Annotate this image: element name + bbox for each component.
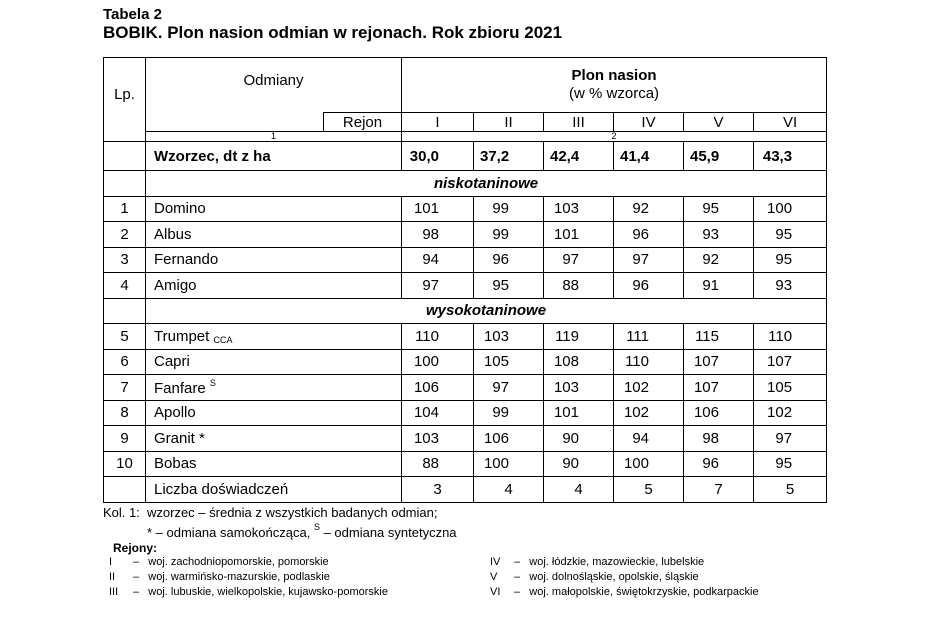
row-value: 110: [402, 324, 474, 350]
row-name-text: Fanfare: [154, 379, 206, 397]
row-name: [146, 375, 402, 401]
footnote-line2-a: * – odmiana samokończąca,: [147, 525, 314, 540]
row-value: 98: [684, 426, 754, 452]
row-value: 96: [614, 222, 684, 248]
wzorzec-value: 45,9: [684, 142, 754, 171]
row-value: 105: [754, 375, 827, 401]
footnote-line2-sup: S: [313, 522, 320, 532]
row-lp: 1: [104, 196, 146, 222]
row-value: 105: [474, 349, 544, 375]
row-value: 102: [614, 375, 684, 401]
row-name-suffix: CCA: [213, 334, 233, 345]
row-value: 106: [474, 426, 544, 452]
row-lp: 3: [104, 247, 146, 273]
row-value: 90: [544, 451, 614, 477]
row-value: 107: [684, 349, 754, 375]
wzorzec-value: 37,2: [474, 142, 544, 171]
rejon-sep: –: [514, 571, 521, 583]
row-value: 94: [614, 426, 684, 452]
rejon-item: [109, 571, 330, 583]
rejon-sep: –: [133, 571, 140, 583]
row-value: 100: [474, 451, 544, 477]
rejon-item: [490, 556, 704, 568]
rejon-code: VI: [490, 586, 501, 598]
rejon-item: [490, 586, 759, 598]
row-value: 95: [474, 273, 544, 299]
table-row: [104, 400, 827, 426]
row-value: 96: [614, 273, 684, 299]
row-value: 93: [684, 222, 754, 248]
row-value: 95: [754, 222, 827, 248]
wzorzec-value: 43,3: [754, 142, 827, 171]
row-value: 103: [402, 426, 474, 452]
table-row: [104, 222, 827, 248]
row-value: 108: [544, 349, 614, 375]
section-niskotaninowe: niskotaninowe: [146, 171, 827, 197]
table-row: [104, 196, 827, 222]
wzorzec-lp: [104, 142, 146, 171]
row-value: 99: [474, 222, 544, 248]
row-lp: 2: [104, 222, 146, 248]
row-value: 102: [614, 400, 684, 426]
row-value: 88: [544, 273, 614, 299]
header-region-iv: IV: [614, 113, 684, 132]
row-value: 103: [544, 196, 614, 222]
rejon-sep: –: [514, 556, 521, 568]
rejon-code: IV: [490, 556, 501, 568]
row-value: 99: [474, 400, 544, 426]
section-wysokotaninowe: wysokotaninowe: [146, 298, 827, 324]
table-row: [104, 426, 827, 452]
row-value: 95: [684, 196, 754, 222]
table-row: [104, 247, 827, 273]
liczba-value: 5: [754, 477, 827, 503]
liczba-value: 4: [474, 477, 544, 503]
row-value: 96: [684, 451, 754, 477]
row-value: 101: [402, 196, 474, 222]
wzorzec-value: 30,0: [402, 142, 474, 171]
row-value: 97: [614, 247, 684, 273]
header-plon-line2: (w % wzorca): [569, 85, 660, 102]
row-name: Bobas: [146, 451, 402, 477]
wzorzec-value: 42,4: [544, 142, 614, 171]
rejon-text: woj. łódzkie, mazowieckie, lubelskie: [529, 556, 705, 568]
row-value: 101: [544, 400, 614, 426]
column-number-1: 1: [146, 132, 402, 142]
wzorzec-label: Wzorzec, dt z ha: [146, 142, 402, 171]
row-value: 115: [684, 324, 754, 350]
table-row: [104, 375, 827, 401]
rejon-text: woj. lubuskie, wielkopolskie, kujawsko-pomorskie: [148, 586, 388, 598]
row-lp: 6: [104, 349, 146, 375]
header-blank: [146, 113, 324, 132]
row-name: Granit *: [146, 426, 402, 452]
row-value: 92: [614, 196, 684, 222]
footnote-kol-label: Kol. 1:: [103, 505, 140, 520]
row-name-sup: S: [209, 377, 216, 388]
yield-table: [103, 57, 827, 503]
header-region-iii: III: [544, 113, 614, 132]
header-region-ii: II: [474, 113, 544, 132]
row-lp: 10: [104, 451, 146, 477]
footnote-line2: [147, 522, 457, 540]
liczba-row: [104, 477, 827, 503]
row-value: 111: [614, 324, 684, 350]
rejon-code: II: [109, 571, 116, 583]
row-value: 97: [402, 273, 474, 299]
rejon-code: III: [109, 586, 119, 598]
row-value: 100: [614, 451, 684, 477]
row-value: 100: [754, 196, 827, 222]
header-rejon: Rejon: [324, 113, 402, 132]
row-value: 119: [544, 324, 614, 350]
footnote-line2-b: – odmiana syntetyczna: [319, 525, 457, 540]
row-name: Fernando: [146, 247, 402, 273]
row-value: 96: [474, 247, 544, 273]
row-value: 91: [684, 273, 754, 299]
colnum-lp: [104, 132, 146, 142]
row-value: 104: [402, 400, 474, 426]
liczba-value: 4: [544, 477, 614, 503]
rejon-sep: –: [133, 556, 140, 568]
row-value: 95: [754, 451, 827, 477]
table-row: [104, 349, 827, 375]
table-title: BOBIK. Plon nasion odmian w rejonach. Rok zbioru 2021: [103, 23, 563, 42]
row-value: 99: [474, 196, 544, 222]
row-value: 110: [754, 324, 827, 350]
rejon-item: [490, 571, 699, 583]
liczba-label: Liczba doświadczeń: [146, 477, 402, 503]
header-lp: Lp.: [104, 58, 146, 132]
row-value: 92: [684, 247, 754, 273]
row-name: [146, 324, 402, 350]
header-plon-nasion: [402, 58, 827, 113]
row-value: 106: [402, 375, 474, 401]
header-region-v: V: [684, 113, 754, 132]
footnote-line1: wzorzec – średnia z wszystkich badanych odmian;: [147, 505, 438, 520]
row-value: 88: [402, 451, 474, 477]
table-row: [104, 451, 827, 477]
liczba-lp: [104, 477, 146, 503]
row-value: 106: [684, 400, 754, 426]
row-value: 97: [754, 426, 827, 452]
liczba-value: 5: [614, 477, 684, 503]
row-name: Domino: [146, 196, 402, 222]
row-value: 101: [544, 222, 614, 248]
row-value: 100: [402, 349, 474, 375]
row-value: 97: [474, 375, 544, 401]
row-name: Capri: [146, 349, 402, 375]
row-value: 103: [474, 324, 544, 350]
row-value: 107: [754, 349, 827, 375]
row-lp: 8: [104, 400, 146, 426]
header-region-vi: VI: [754, 113, 827, 132]
header-plon-line1: Plon nasion: [571, 67, 657, 84]
row-value: 98: [402, 222, 474, 248]
rejon-text: woj. dolnośląskie, opolskie, śląskie: [529, 571, 699, 583]
row-value: 94: [402, 247, 474, 273]
row-value: 107: [684, 375, 754, 401]
wzorzec-value: 41,4: [614, 142, 684, 171]
row-name: Amigo: [146, 273, 402, 299]
rejony-title: Rejony:: [113, 541, 158, 555]
row-value: 110: [614, 349, 684, 375]
rejon-code: I: [109, 556, 113, 568]
table-row: [104, 273, 827, 299]
row-value: 102: [754, 400, 827, 426]
row-value: 90: [544, 426, 614, 452]
row-lp: 5: [104, 324, 146, 350]
rejon-text: woj. małopolskie, świętokrzyskie, podkarpackie: [529, 586, 759, 598]
header-region-i: I: [402, 113, 474, 132]
row-name: Apollo: [146, 400, 402, 426]
rejon-text: woj. zachodniopomorskie, pomorskie: [148, 556, 329, 568]
rejon-item: [109, 556, 329, 568]
section-lp: [104, 171, 146, 197]
row-value: 97: [544, 247, 614, 273]
row-value: 93: [754, 273, 827, 299]
rejon-sep: –: [133, 586, 140, 598]
row-name-text: Trumpet: [154, 327, 210, 345]
column-number-2: 2: [402, 132, 827, 142]
rejon-code: V: [490, 571, 498, 583]
row-name: Albus: [146, 222, 402, 248]
row-lp: 7: [104, 375, 146, 401]
rejon-sep: –: [514, 586, 521, 598]
liczba-value: 3: [402, 477, 474, 503]
liczba-value: 7: [684, 477, 754, 503]
row-lp: 9: [104, 426, 146, 452]
row-lp: 4: [104, 273, 146, 299]
rejon-text: woj. warmińsko-mazurskie, podlaskie: [148, 571, 330, 583]
table-label: Tabela 2: [103, 6, 162, 23]
rejon-item: [109, 586, 388, 598]
header-odmiany: Odmiany: [146, 58, 402, 113]
row-value: 103: [544, 375, 614, 401]
row-value: 95: [754, 247, 827, 273]
table-row: [104, 324, 827, 350]
section-lp: [104, 298, 146, 324]
